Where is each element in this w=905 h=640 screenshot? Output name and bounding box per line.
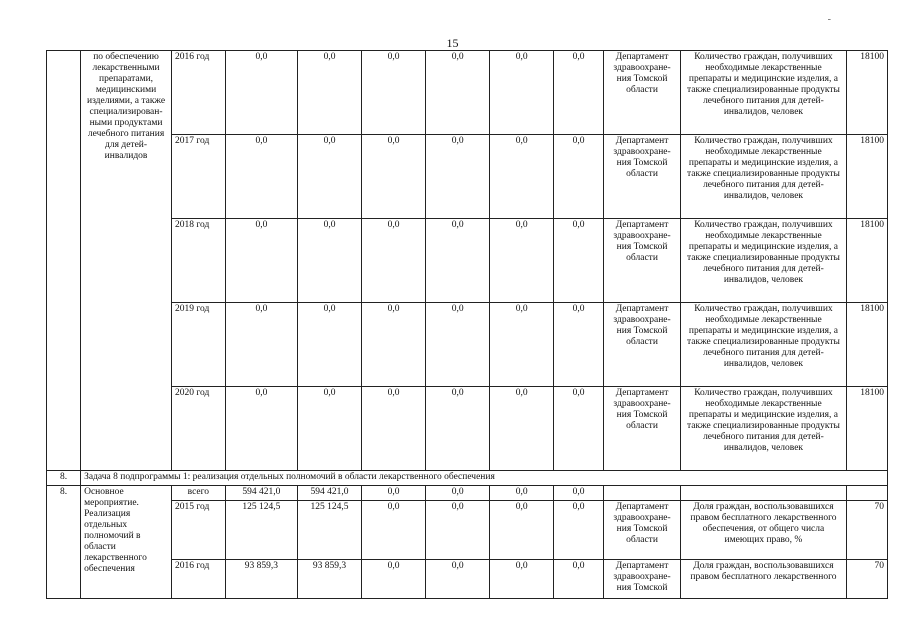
value-cell: 0,0: [298, 219, 362, 303]
value-cell: 125 124,5: [298, 501, 362, 560]
year-cell: 2015 год: [172, 501, 226, 560]
value-cell: 0,0: [554, 219, 604, 303]
value-cell: 0,0: [362, 51, 426, 135]
org-cell: Департамент здравоохране-ния Томской области: [603, 387, 680, 471]
program-table: [46, 50, 888, 599]
value-cell: 0,0: [225, 219, 297, 303]
target-cell: 70: [846, 501, 887, 560]
org-cell: [603, 486, 680, 501]
value-cell: 0,0: [554, 51, 604, 135]
value-cell: 0,0: [426, 560, 490, 599]
table-row: [47, 51, 888, 135]
target-cell: 70: [846, 560, 887, 599]
target-cell: [846, 486, 887, 501]
task-number-cell: 8.: [47, 471, 81, 486]
value-cell: 0,0: [490, 51, 554, 135]
indicator-cell: Доля граждан, воспользовавшихся правом бесплатного лекарственного: [681, 560, 846, 599]
org-cell: Департамент здравоохране-ния Томской области: [603, 135, 680, 219]
value-cell: 0,0: [298, 387, 362, 471]
value-cell: 93 859,3: [298, 560, 362, 599]
value-cell: 0,0: [298, 51, 362, 135]
value-cell: 0,0: [554, 303, 604, 387]
value-cell: 0,0: [554, 135, 604, 219]
indicator-cell: Количество граждан, получивших необходимые лекарственные препараты и медицинские изделия, а также специализированные продукты лечебного питания для детей-инвалидов, человек: [681, 135, 846, 219]
value-cell: 0,0: [225, 51, 297, 135]
task-title-cell: Задача 8 подпрограммы 1: реализация отдельных полномочий в области лекарственного обеспечения: [81, 471, 888, 486]
indicator-cell: Доля граждан, воспользовавшихся правом бесплатного лекарственного обеспечения, от общего числа имеющих право, %: [681, 501, 846, 560]
value-cell: 594 421,0: [225, 486, 297, 501]
value-cell: 0,0: [554, 560, 604, 599]
corner-mark: -: [827, 14, 831, 25]
task-row: [47, 471, 888, 486]
value-cell: 125 124,5: [225, 501, 297, 560]
value-cell: 0,0: [490, 501, 554, 560]
row-number-cell: [47, 51, 81, 471]
value-cell: 0,0: [490, 560, 554, 599]
value-cell: 0,0: [490, 135, 554, 219]
measure-name-cell: по обеспечению лекарственными препаратами, медицинскими изделиями, а также специализирован-ными продуктами лечебного питания для детей-инвалидов: [81, 51, 172, 471]
value-cell: 594 421,0: [298, 486, 362, 501]
value-cell: 0,0: [490, 303, 554, 387]
table-row: [47, 486, 888, 501]
page-number: 15: [446, 36, 459, 50]
org-cell: Департамент здравоохране-ния Томской: [603, 560, 680, 599]
value-cell: 0,0: [225, 387, 297, 471]
table-row: [47, 135, 888, 219]
year-cell: 2019 год: [172, 303, 226, 387]
value-cell: 0,0: [490, 387, 554, 471]
value-cell: 0,0: [298, 303, 362, 387]
value-cell: 0,0: [554, 501, 604, 560]
value-cell: 0,0: [362, 486, 426, 501]
table-row: [47, 501, 888, 560]
measure-name-cell: Основное мероприятие. Реализация отдельных полномочий в области лекарственного обеспечения: [81, 486, 172, 599]
value-cell: 93 859,3: [225, 560, 297, 599]
indicator-cell: Количество граждан, получивших необходимые лекарственные препараты и медицинские изделия, а также специализированные продукты лечебного питания для детей-инвалидов, человек: [681, 303, 846, 387]
value-cell: 0,0: [362, 219, 426, 303]
target-cell: 18100: [846, 135, 887, 219]
value-cell: 0,0: [490, 486, 554, 501]
value-cell: 0,0: [426, 135, 490, 219]
target-cell: 18100: [846, 219, 887, 303]
value-cell: 0,0: [362, 135, 426, 219]
year-cell: всего: [172, 486, 226, 501]
year-cell: 2017 год: [172, 135, 226, 219]
org-cell: Департамент здравоохране-ния Томской области: [603, 501, 680, 560]
value-cell: 0,0: [426, 219, 490, 303]
year-cell: 2016 год: [172, 560, 226, 599]
org-cell: Департамент здравоохране-ния Томской области: [603, 51, 680, 135]
target-cell: 18100: [846, 387, 887, 471]
value-cell: 0,0: [298, 135, 362, 219]
table-row: [47, 560, 888, 599]
table-row: [47, 219, 888, 303]
year-cell: 2020 год: [172, 387, 226, 471]
value-cell: 0,0: [225, 135, 297, 219]
org-cell: Департамент здравоохране-ния Томской области: [603, 219, 680, 303]
indicator-cell: Количество граждан, получивших необходимые лекарственные препараты и медицинские изделия, а также специализированные продукты лечебного питания для детей-инвалидов, человек: [681, 219, 846, 303]
indicator-cell: Количество граждан, получивших необходимые лекарственные препараты и медицинские изделия, а также специализированные продукты лечебного питания для детей-инвалидов, человек: [681, 51, 846, 135]
value-cell: 0,0: [362, 303, 426, 387]
indicator-cell: [681, 486, 846, 501]
value-cell: 0,0: [362, 387, 426, 471]
table-row: [47, 303, 888, 387]
value-cell: 0,0: [490, 219, 554, 303]
org-cell: Департамент здравоохране-ния Томской области: [603, 303, 680, 387]
target-cell: 18100: [846, 51, 887, 135]
value-cell: 0,0: [362, 501, 426, 560]
value-cell: 0,0: [554, 486, 604, 501]
value-cell: 0,0: [426, 501, 490, 560]
value-cell: 0,0: [362, 560, 426, 599]
value-cell: 0,0: [426, 387, 490, 471]
row-number-cell: 8.: [47, 486, 81, 599]
indicator-cell: Количество граждан, получивших необходимые лекарственные препараты и медицинские изделия, а также специализированные продукты лечебного питания для детей-инвалидов, человек: [681, 387, 846, 471]
value-cell: 0,0: [426, 51, 490, 135]
table-row: [47, 387, 888, 471]
value-cell: 0,0: [225, 303, 297, 387]
value-cell: 0,0: [426, 303, 490, 387]
value-cell: 0,0: [554, 387, 604, 471]
year-cell: 2018 год: [172, 219, 226, 303]
value-cell: 0,0: [426, 486, 490, 501]
year-cell: 2016 год: [172, 51, 226, 135]
target-cell: 18100: [846, 303, 887, 387]
